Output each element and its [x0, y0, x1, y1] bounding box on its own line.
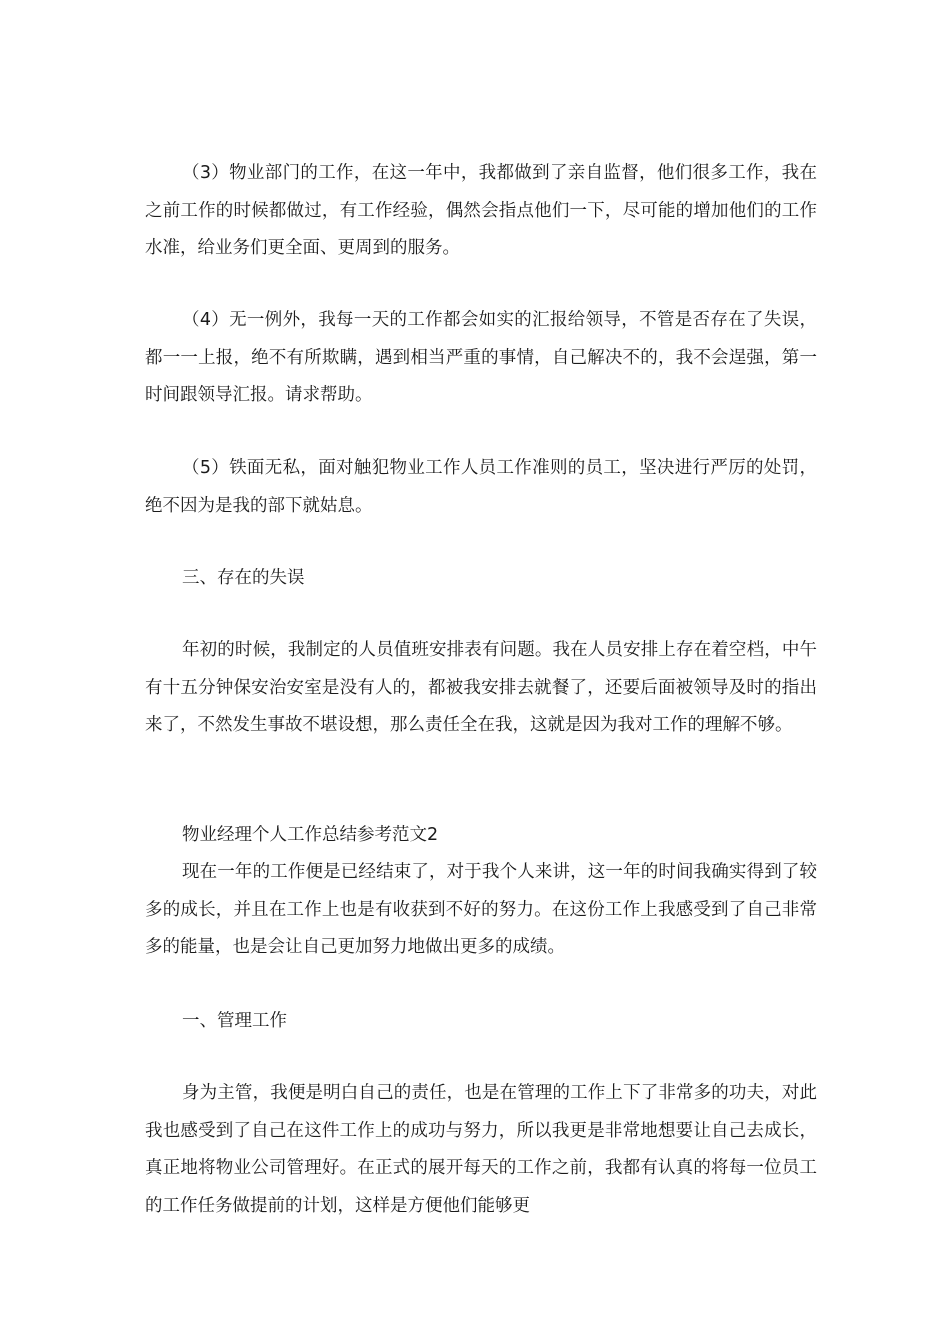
paragraph-item-3: （3）物业部门的工作，在这一年中，我都做到了亲自监督，他们很多工作，我在之前工作的时候都做过，有工作经验，偶然会指点他们一下，尽可能的增加他们的工作水准，给业务们更全面、更周到的服务。 — [145, 163, 817, 258]
paragraph-intro-2: 现在一年的工作便是已经结束了，对于我个人来讲，这一年的时间我确实得到了较多的成长，并且在工作上也是有收获到不好的努力。在这份工作上我感受到了自己非常多的能量，也是会让自己更加努力地做出更多的成绩。 — [145, 862, 817, 957]
article-title-2: 物业经理个人工作总结参考范文2 — [182, 825, 439, 845]
section-heading-management: 一、管理工作 — [182, 1011, 287, 1031]
paragraph-mistakes: 年初的时候，我制定的人员值班安排表有问题。我在人员安排上存在着空档，中午有十五分钟保安治安室是没有人的，都被我安排去就餐了，还要后面被领导及时的指出来了，不然发生事故不堪设想，那么责任全在我，这就是因为我对工作的理解不够。 — [145, 640, 817, 735]
paragraph-item-5: （5）铁面无私，面对触犯物业工作人员工作准则的员工，坚决进行严厉的处罚，绝不因为是我的部下就姑息。 — [145, 458, 817, 516]
paragraph-management: 身为主管，我便是明白自己的责任，也是在管理的工作上下了非常多的功夫，对此我也感受到了自己在这件工作上的成功与努力，所以我更是非常地想要让自己去成长，真正地将物业公司管理好。在正式的展开每天的工作之前，我都有认真的将每一位员工的工作任务做提前的计划，这样是方便他们能够更 — [145, 1083, 817, 1216]
section-heading-mistakes: 三、存在的失误 — [182, 568, 305, 588]
paragraph-item-4: （4）无一例外，我每一天的工作都会如实的汇报给领导，不管是否存在了失误，都一一上报，绝不有所欺瞒，遇到相当严重的事情，自己解决不的，我不会逞强，第一时间跟领导汇报。请求帮助。 — [145, 310, 817, 405]
